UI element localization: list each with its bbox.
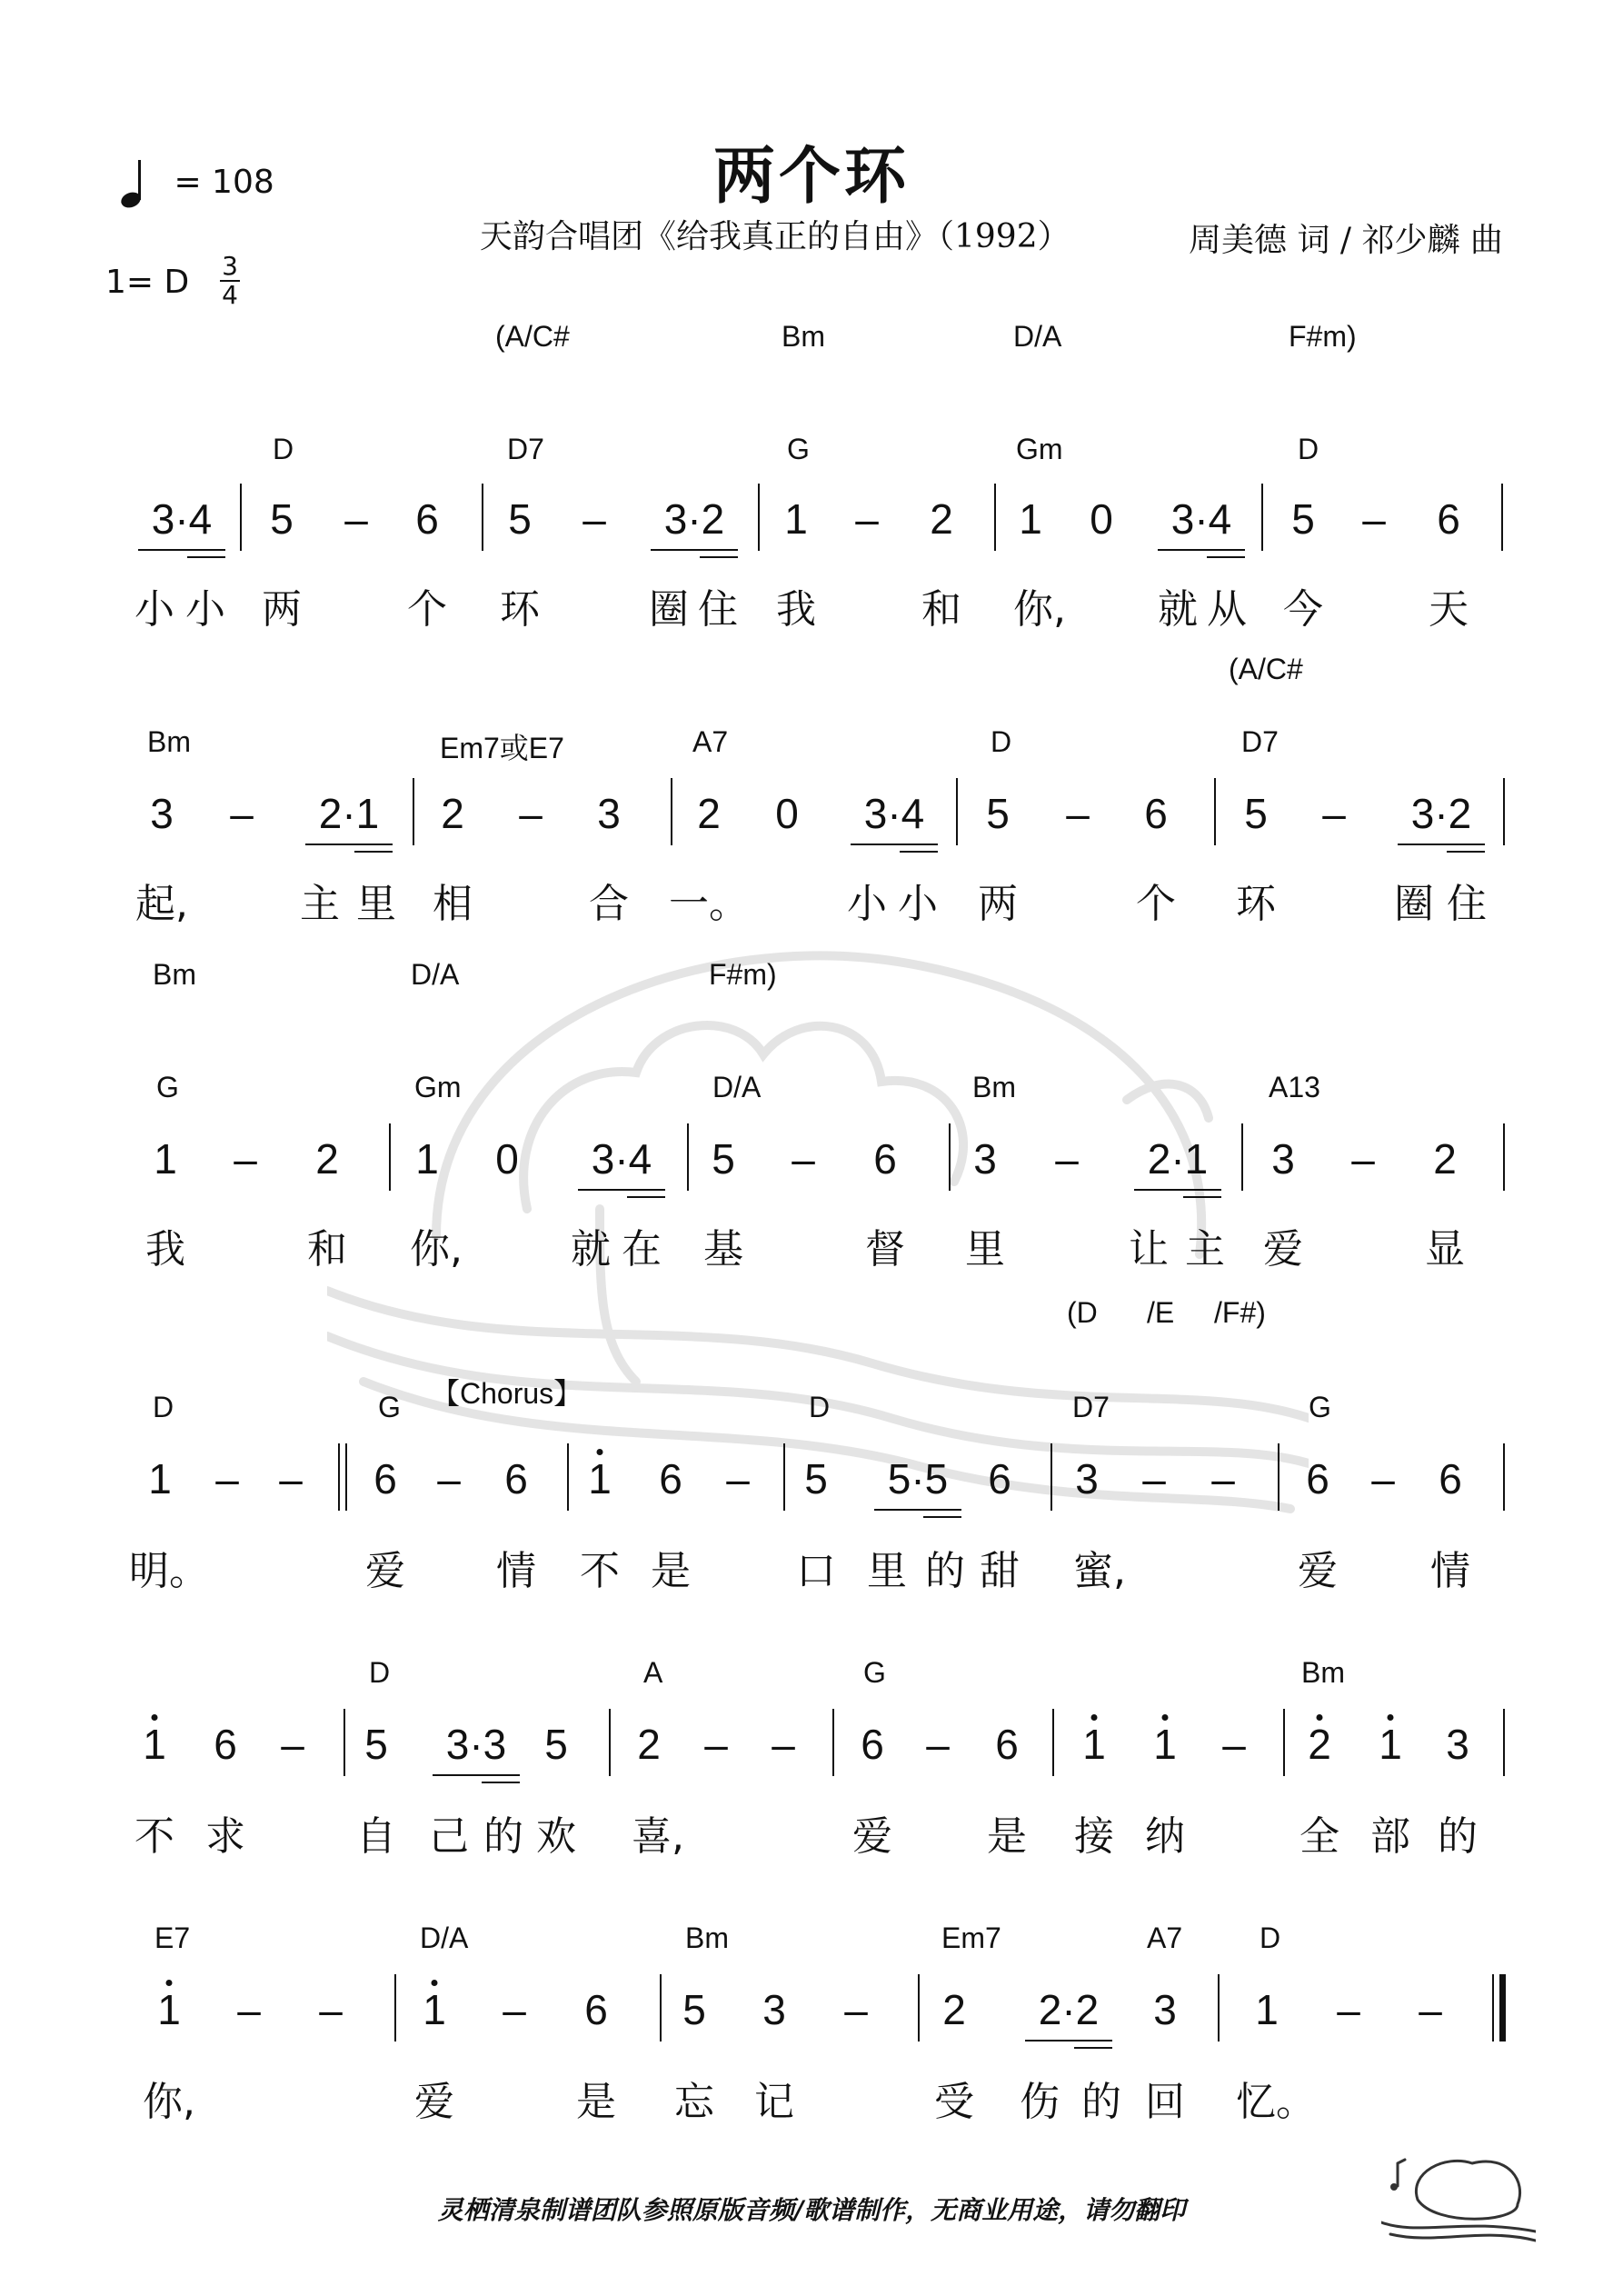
note: 2·1 bbox=[1147, 1135, 1209, 1183]
note: 1 bbox=[1082, 1721, 1106, 1768]
beam-line bbox=[851, 844, 938, 845]
chord-symbol: D bbox=[809, 1391, 831, 1423]
note: 6 bbox=[214, 1721, 237, 1768]
alt-chord: (A/C# bbox=[1229, 653, 1303, 685]
chord-symbol: D bbox=[273, 433, 294, 465]
barline bbox=[1214, 778, 1216, 845]
double-barline bbox=[345, 1443, 347, 1511]
note: 1 bbox=[588, 1455, 612, 1502]
beam-line bbox=[1025, 2040, 1112, 2041]
chord-symbol: A7 bbox=[1147, 1922, 1183, 1954]
note: – bbox=[855, 495, 879, 543]
chord-symbol: Bm bbox=[972, 1071, 1016, 1103]
beam-line bbox=[700, 556, 738, 558]
lyric: 忆。 bbox=[1236, 2079, 1316, 2125]
note: – bbox=[704, 1721, 728, 1768]
chord-symbol: D7 bbox=[1072, 1391, 1110, 1423]
beam-line bbox=[1447, 851, 1485, 853]
lyric: 环 bbox=[500, 586, 540, 633]
time-signature-top: 3 bbox=[222, 251, 238, 281]
note: 6 bbox=[584, 1986, 608, 2033]
note: 3·2 bbox=[663, 495, 725, 543]
note: 6 bbox=[1306, 1455, 1329, 1502]
lyric: 里 bbox=[867, 1548, 907, 1594]
note: 5 bbox=[682, 1986, 706, 2033]
note: 3·4 bbox=[591, 1135, 652, 1183]
alt-chord: /E bbox=[1147, 1296, 1175, 1329]
lyric: 是 bbox=[651, 1548, 691, 1594]
note: 1 bbox=[1019, 495, 1042, 543]
double-barline bbox=[338, 1443, 340, 1511]
lyric: 两 bbox=[978, 881, 1018, 927]
chord-symbol: G bbox=[156, 1071, 179, 1103]
lyric: 欢 bbox=[536, 1813, 576, 1860]
beam-line bbox=[482, 1782, 520, 1783]
chord-symbol: D bbox=[1298, 433, 1319, 465]
barline bbox=[344, 1709, 345, 1776]
note: 3·2 bbox=[1410, 790, 1472, 837]
lyric: 爱 bbox=[365, 1548, 405, 1594]
note: – bbox=[926, 1721, 950, 1768]
note: 6 bbox=[1144, 790, 1168, 837]
note: 1 bbox=[1153, 1721, 1177, 1768]
chord-symbol: E7 bbox=[154, 1922, 191, 1954]
note: 6 bbox=[1437, 495, 1460, 543]
lyric: 相 bbox=[433, 881, 473, 927]
lyric: 部 bbox=[1370, 1813, 1410, 1860]
beam-line bbox=[1134, 1189, 1221, 1191]
note: 3·4 bbox=[151, 495, 213, 543]
note: 5·5 bbox=[887, 1455, 949, 1502]
lyric: 我 bbox=[776, 586, 816, 633]
barline bbox=[783, 1443, 785, 1511]
note: – bbox=[215, 1455, 239, 1502]
note: 6 bbox=[1439, 1455, 1462, 1502]
lyric: 小 bbox=[898, 881, 938, 927]
note: 2 bbox=[315, 1135, 339, 1183]
note: 6 bbox=[373, 1455, 397, 1502]
note: 1 bbox=[157, 1986, 181, 2033]
lyric: 里 bbox=[356, 881, 396, 927]
note: 1 bbox=[423, 1986, 446, 2033]
barline bbox=[758, 484, 760, 551]
high-octave-dot bbox=[432, 1980, 438, 1986]
lyric: 圈 bbox=[649, 586, 689, 633]
note: 1 bbox=[784, 495, 808, 543]
note: – bbox=[437, 1455, 461, 1502]
barline bbox=[1050, 1443, 1052, 1511]
note: – bbox=[1055, 1135, 1079, 1183]
lyric: 情 bbox=[1430, 1548, 1470, 1594]
lyric: 自 bbox=[356, 1813, 396, 1860]
note: 2·1 bbox=[318, 790, 380, 837]
lyric: 在 bbox=[622, 1226, 662, 1273]
barline bbox=[956, 778, 958, 845]
barline bbox=[1052, 1709, 1054, 1776]
lyric: 你, bbox=[1013, 586, 1066, 633]
alt-chord: Bm bbox=[782, 320, 825, 353]
high-octave-dot bbox=[152, 1714, 158, 1721]
lyric: 己 bbox=[429, 1813, 469, 1860]
final-barline bbox=[1499, 1974, 1506, 2041]
barline bbox=[1278, 1443, 1279, 1511]
barline bbox=[832, 1709, 834, 1776]
barline bbox=[1503, 1123, 1505, 1191]
lyric: 小 bbox=[134, 586, 174, 633]
lyric: 圈 bbox=[1394, 881, 1434, 927]
chord-symbol: Bm bbox=[685, 1922, 729, 1954]
note: 3 bbox=[1153, 1986, 1177, 2033]
note: 3 bbox=[762, 1986, 786, 2033]
barline bbox=[240, 484, 242, 551]
beam-line bbox=[900, 851, 938, 853]
note: 6 bbox=[415, 495, 439, 543]
beam-line bbox=[354, 851, 393, 853]
note: 5 bbox=[508, 495, 532, 543]
note: 6 bbox=[504, 1455, 528, 1502]
footer-notice: 灵栖清泉制谱团队参照原版音频/歌谱制作，无商业用途，请勿翻印 bbox=[437, 2195, 1186, 2225]
high-octave-dot bbox=[1091, 1714, 1098, 1721]
lyric: 里 bbox=[965, 1226, 1005, 1273]
note: 0 bbox=[775, 790, 799, 837]
final-barline bbox=[1492, 1974, 1494, 2041]
lyric: 基 bbox=[703, 1226, 743, 1273]
note: 5 bbox=[804, 1455, 828, 1502]
note: 1 bbox=[154, 1135, 177, 1183]
note: – bbox=[1351, 1135, 1375, 1183]
lyric: 让 bbox=[1129, 1226, 1169, 1273]
note: 3 bbox=[150, 790, 174, 837]
note: – bbox=[1222, 1721, 1246, 1768]
chord-symbol: D bbox=[991, 725, 1012, 758]
alt-chord: F#m) bbox=[1289, 320, 1357, 353]
lyric: 起, bbox=[135, 881, 188, 927]
note: 3 bbox=[1271, 1135, 1295, 1183]
lyric: 就 bbox=[1158, 586, 1198, 633]
note: – bbox=[503, 1986, 526, 2033]
note: – bbox=[237, 1986, 261, 2033]
alt-chord: F#m) bbox=[709, 958, 777, 991]
note: 3 bbox=[597, 790, 621, 837]
note: – bbox=[1419, 1986, 1442, 2033]
lyric: 明。 bbox=[129, 1548, 209, 1594]
lyric: 受 bbox=[934, 2079, 974, 2125]
beam-line bbox=[305, 844, 393, 845]
barline bbox=[918, 1974, 920, 2041]
barline bbox=[1503, 778, 1505, 845]
lyric: 爱 bbox=[1263, 1226, 1303, 1273]
chord-symbol: A7 bbox=[692, 725, 729, 758]
note: – bbox=[726, 1455, 750, 1502]
note: 3·3 bbox=[445, 1721, 507, 1768]
barline bbox=[1503, 1443, 1505, 1511]
note: 2 bbox=[930, 495, 953, 543]
chord-symbol: G bbox=[787, 433, 810, 465]
lyric: 两 bbox=[262, 586, 302, 633]
barline bbox=[394, 1974, 396, 2041]
note: 5 bbox=[1244, 790, 1268, 837]
barline bbox=[1503, 1709, 1505, 1776]
note: 1 bbox=[1255, 1986, 1279, 2033]
lyric: 环 bbox=[1236, 881, 1276, 927]
lyric: 不 bbox=[134, 1813, 174, 1860]
high-octave-dot bbox=[1317, 1714, 1323, 1721]
note: 1 bbox=[1379, 1721, 1402, 1768]
note: 6 bbox=[988, 1455, 1011, 1502]
note: – bbox=[344, 495, 368, 543]
barline bbox=[567, 1443, 569, 1511]
note: 5 bbox=[270, 495, 294, 543]
alt-chord: D/A bbox=[1013, 320, 1062, 353]
note: 6 bbox=[659, 1455, 682, 1502]
lyric: 是 bbox=[987, 1813, 1027, 1860]
chord-symbol: G bbox=[378, 1391, 401, 1423]
lyric: 你, bbox=[143, 2079, 195, 2125]
beam-line bbox=[627, 1196, 665, 1198]
note: 2·2 bbox=[1038, 1986, 1100, 2033]
lyric: 求 bbox=[205, 1813, 245, 1860]
note: – bbox=[582, 495, 606, 543]
note: – bbox=[319, 1986, 343, 2033]
lyric: 督 bbox=[865, 1226, 905, 1273]
high-octave-dot bbox=[166, 1980, 173, 1986]
publisher-logo bbox=[1381, 2136, 1536, 2245]
chord-symbol: Bm bbox=[147, 725, 191, 758]
lyric: 小 bbox=[185, 586, 225, 633]
chord-symbol: G bbox=[1309, 1391, 1331, 1423]
barline bbox=[389, 1123, 391, 1191]
lyric: 甜 bbox=[980, 1548, 1020, 1594]
note: 6 bbox=[861, 1721, 884, 1768]
high-octave-dot bbox=[1388, 1714, 1394, 1721]
note: 6 bbox=[873, 1135, 897, 1183]
note: 5 bbox=[1291, 495, 1315, 543]
note: – bbox=[1362, 495, 1386, 543]
lyric: 和 bbox=[921, 586, 961, 633]
lyric: 住 bbox=[1447, 881, 1487, 927]
key-signature: 1= D bbox=[105, 264, 190, 301]
song-title: 两个环 bbox=[712, 140, 910, 213]
note: 5 bbox=[544, 1721, 568, 1768]
note: 1 bbox=[415, 1135, 439, 1183]
barline bbox=[994, 484, 996, 551]
chord-symbol: D/A bbox=[712, 1071, 762, 1103]
lyric: 忘 bbox=[674, 2079, 714, 2125]
alt-chord: Bm bbox=[153, 958, 196, 991]
note: 5 bbox=[986, 790, 1010, 837]
beam-line bbox=[1074, 2047, 1112, 2049]
barline bbox=[687, 1123, 689, 1191]
beam-line bbox=[874, 1509, 961, 1511]
barline bbox=[1283, 1709, 1285, 1776]
chord-symbol: A bbox=[643, 1656, 663, 1689]
barline bbox=[413, 778, 414, 845]
note: 5 bbox=[364, 1721, 388, 1768]
lyric: 蜜, bbox=[1073, 1548, 1126, 1594]
lyric: 你, bbox=[410, 1226, 463, 1273]
lyric: 伤 bbox=[1020, 2079, 1060, 2125]
lyric: 喜, bbox=[632, 1813, 684, 1860]
chord-symbol: G bbox=[863, 1656, 886, 1689]
chord-symbol: D bbox=[1260, 1922, 1281, 1954]
lyric: 情 bbox=[496, 1548, 536, 1594]
lyric: 主 bbox=[1185, 1226, 1225, 1273]
note: 3·4 bbox=[1170, 495, 1232, 543]
section-label-chorus: 【Chorus】 bbox=[431, 1377, 583, 1410]
note: – bbox=[281, 1721, 304, 1768]
lyric: 和 bbox=[307, 1226, 347, 1273]
lyric: 的 bbox=[1438, 1813, 1478, 1860]
barline bbox=[482, 484, 483, 551]
beam-line bbox=[1398, 844, 1485, 845]
note: 5 bbox=[712, 1135, 735, 1183]
tempo-value: = 108 bbox=[174, 164, 274, 201]
beam-line bbox=[1158, 549, 1245, 551]
credits: 周美德 词 / 祁少麟 曲 bbox=[1189, 222, 1503, 259]
barline bbox=[1501, 484, 1503, 551]
lyric: 合 bbox=[589, 881, 629, 927]
note: – bbox=[844, 1986, 868, 2033]
note: – bbox=[1142, 1455, 1166, 1502]
beam-line bbox=[433, 1774, 520, 1776]
note: 2 bbox=[637, 1721, 661, 1768]
note: 1 bbox=[148, 1455, 172, 1502]
chord-symbol: D/A bbox=[420, 1922, 469, 1954]
note: – bbox=[234, 1135, 257, 1183]
chord-symbol: Em7或E7 bbox=[440, 732, 564, 764]
lyric: 全 bbox=[1299, 1813, 1339, 1860]
lyric: 爱 bbox=[1298, 1548, 1338, 1594]
lyric: 回 bbox=[1145, 2079, 1185, 2125]
note: 2 bbox=[1308, 1721, 1331, 1768]
barline bbox=[1241, 1123, 1243, 1191]
beam-line bbox=[138, 549, 225, 551]
note: 6 bbox=[995, 1721, 1019, 1768]
beam-line bbox=[651, 549, 738, 551]
barline bbox=[660, 1974, 662, 2041]
barline bbox=[609, 1709, 611, 1776]
chord-symbol: Gm bbox=[1016, 433, 1063, 465]
alt-chord: D/A bbox=[411, 958, 460, 991]
note: – bbox=[1322, 790, 1346, 837]
note: 2 bbox=[697, 790, 721, 837]
note: 2 bbox=[441, 790, 464, 837]
note: – bbox=[772, 1721, 795, 1768]
chord-symbol: D7 bbox=[1241, 725, 1279, 758]
alt-chord: (A/C# bbox=[495, 320, 570, 353]
note: 2 bbox=[942, 1986, 966, 2033]
lyric: 爱 bbox=[852, 1813, 892, 1860]
high-octave-dot bbox=[597, 1449, 603, 1455]
lyric: 的 bbox=[1081, 2079, 1121, 2125]
barline bbox=[671, 778, 672, 845]
beam-line bbox=[1183, 1196, 1221, 1198]
lyric: 不 bbox=[580, 1548, 620, 1594]
lyric: 口 bbox=[796, 1548, 836, 1594]
lyric: 个 bbox=[1136, 881, 1176, 927]
note: 3 bbox=[973, 1135, 997, 1183]
note: 3·4 bbox=[863, 790, 925, 837]
note: – bbox=[1371, 1455, 1395, 1502]
note: – bbox=[230, 790, 254, 837]
lyric: 纳 bbox=[1145, 1813, 1185, 1860]
lyric: 小 bbox=[847, 881, 887, 927]
high-octave-dot bbox=[1162, 1714, 1169, 1721]
note: 0 bbox=[1090, 495, 1113, 543]
beam-line bbox=[923, 1516, 961, 1518]
lyric: 一。 bbox=[669, 881, 749, 927]
note: 3 bbox=[1446, 1721, 1469, 1768]
alt-chord: /F#) bbox=[1214, 1296, 1266, 1329]
lyric: 显 bbox=[1425, 1226, 1465, 1273]
note: – bbox=[1337, 1986, 1360, 2033]
lyric: 我 bbox=[145, 1226, 185, 1273]
note: – bbox=[519, 790, 543, 837]
chord-symbol: D bbox=[153, 1391, 174, 1423]
beam-line bbox=[578, 1189, 665, 1191]
beam-line bbox=[187, 556, 225, 558]
lyric: 个 bbox=[407, 586, 447, 633]
time-signature-bottom: 4 bbox=[222, 280, 238, 310]
lyric: 的 bbox=[925, 1548, 965, 1594]
note: – bbox=[792, 1135, 815, 1183]
note: 1 bbox=[143, 1721, 166, 1768]
barline bbox=[1261, 484, 1263, 551]
chord-symbol: Bm bbox=[1301, 1656, 1345, 1689]
lyric: 从 bbox=[1207, 586, 1247, 633]
chord-symbol: A13 bbox=[1269, 1071, 1320, 1103]
album-subtitle: 天韵合唱团《给我真正的自由》（1992） bbox=[480, 218, 1070, 255]
lyric: 主 bbox=[300, 881, 340, 927]
note: – bbox=[279, 1455, 303, 1502]
note: 0 bbox=[495, 1135, 519, 1183]
lyric: 是 bbox=[576, 2079, 616, 2125]
lyric: 接 bbox=[1074, 1813, 1114, 1860]
lyric: 记 bbox=[754, 2079, 794, 2125]
barline bbox=[949, 1123, 951, 1191]
lyric: 今 bbox=[1283, 586, 1323, 633]
note: 2 bbox=[1433, 1135, 1457, 1183]
lyric: 就 bbox=[571, 1226, 611, 1273]
barline bbox=[1218, 1974, 1220, 2041]
lyric: 的 bbox=[483, 1813, 523, 1860]
chord-symbol: D bbox=[369, 1656, 391, 1689]
note: – bbox=[1066, 790, 1090, 837]
note: 3 bbox=[1075, 1455, 1099, 1502]
lyric: 住 bbox=[698, 586, 738, 633]
lyric: 天 bbox=[1429, 586, 1469, 633]
beam-line bbox=[1207, 556, 1245, 558]
alt-chord: (D bbox=[1067, 1296, 1098, 1329]
chord-symbol: Gm bbox=[414, 1071, 462, 1103]
chord-symbol: Em7 bbox=[941, 1922, 1001, 1954]
chord-symbol: D7 bbox=[507, 433, 544, 465]
lyric: 爱 bbox=[414, 2079, 454, 2125]
note: – bbox=[1211, 1455, 1235, 1502]
